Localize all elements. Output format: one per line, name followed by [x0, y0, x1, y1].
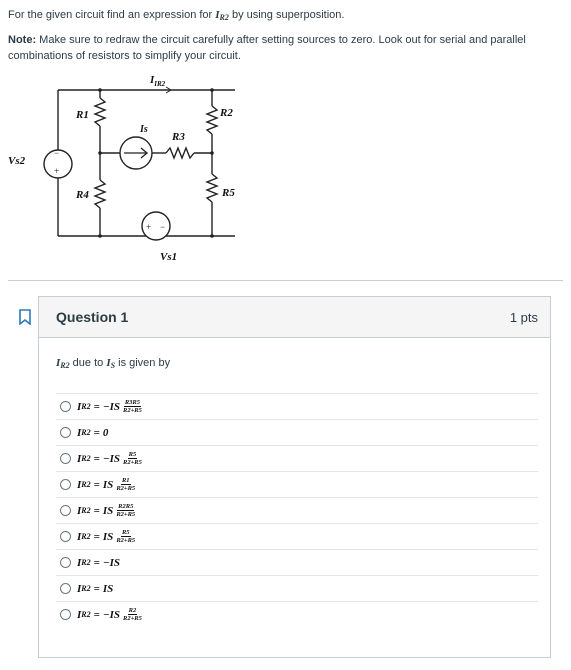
radio-button[interactable]: [60, 427, 71, 438]
note-text: Make sure to redraw the circuit carefully after setting sources to zero. Look out for serial and parallel combinations of resistors to simplify your circuit.: [8, 34, 526, 62]
answer-rhs: IS: [102, 582, 114, 595]
label-vs1: Vs1: [160, 251, 178, 263]
answer-rhs: −IS: [102, 400, 120, 413]
equals-sign: =: [93, 504, 100, 517]
equals-sign: =: [93, 400, 100, 413]
answer-option[interactable]: [56, 523, 538, 549]
r4-resistor: [95, 180, 105, 208]
answer-lhs: I: [77, 426, 82, 439]
problem-line: [8, 7, 563, 26]
vs2-minus: −: [54, 148, 60, 158]
radio-button[interactable]: [60, 557, 71, 568]
question-points: 1 pts: [509, 310, 538, 325]
problem-prefix: For the given circuit find an expression for: [8, 9, 216, 21]
answer-fraction: [122, 399, 143, 414]
prompt-variable: [56, 357, 70, 369]
question-header: [39, 297, 550, 338]
fraction-denominator: R2+R5: [116, 485, 136, 492]
answer-lhs: I: [77, 478, 82, 491]
answer-label: [77, 607, 143, 622]
problem-statement: [8, 7, 563, 70]
circuit-diagram: [0, 68, 260, 273]
equals-sign: =: [93, 426, 100, 439]
equals-sign: =: [93, 452, 100, 465]
answer-option[interactable]: [56, 575, 538, 601]
answer-lhs-sub: R2: [81, 558, 91, 567]
fraction-denominator: R2+R5: [116, 537, 136, 544]
prompt-var-sub: R2: [60, 361, 70, 370]
answer-label: [77, 529, 136, 544]
answer-lhs: I: [77, 556, 82, 569]
answer-label: [77, 477, 136, 492]
prompt-variable-2: [106, 357, 115, 369]
flag-question-icon[interactable]: [18, 309, 32, 325]
answer-list: [56, 393, 538, 627]
radio-button[interactable]: [60, 505, 71, 516]
r3-resistor: [166, 148, 194, 158]
fraction-numerator: R2R5: [118, 503, 134, 510]
vs1-plus: +: [146, 222, 152, 232]
vs1-minus: −: [160, 222, 166, 232]
fraction-denominator: R2+R5: [122, 615, 142, 622]
answer-rhs: 0: [102, 426, 109, 439]
fraction-numerator: R5: [121, 529, 130, 536]
answer-lhs-sub: R2: [81, 402, 91, 411]
answer-lhs-sub: R2: [81, 480, 91, 489]
answer-option[interactable]: [56, 393, 538, 419]
equals-sign: =: [93, 556, 100, 569]
answer-rhs: −IS: [102, 556, 120, 569]
answer-option[interactable]: [56, 601, 538, 627]
label-ir2: $I_{IR2}$: [150, 74, 166, 88]
answer-option[interactable]: [56, 419, 538, 445]
label-is: Is: [140, 124, 148, 135]
problem-suffix: by using superposition.: [228, 9, 345, 21]
label-r5: R5: [222, 187, 235, 199]
fraction-denominator: R2+R5: [122, 459, 142, 466]
prompt-suffix: is given by: [115, 357, 171, 369]
prompt-var2-sub: S: [110, 361, 116, 370]
vs2-plus: +: [54, 166, 60, 176]
answer-fraction: [122, 451, 143, 466]
answer-lhs: I: [77, 400, 82, 413]
prompt-var2-base: I: [106, 357, 111, 369]
equals-sign: =: [93, 608, 100, 621]
answer-rhs: IS: [102, 530, 114, 543]
answer-label: [77, 503, 136, 518]
answer-label: [77, 451, 143, 466]
prompt-var-base: I: [56, 357, 61, 369]
answer-lhs-sub: R2: [81, 454, 91, 463]
answer-rhs: −IS: [102, 452, 120, 465]
answer-lhs-sub: R2: [81, 610, 91, 619]
answer-fraction: [115, 477, 136, 492]
answer-label: [77, 583, 113, 595]
answer-lhs-sub: R2: [81, 428, 91, 437]
answer-lhs: I: [77, 608, 82, 621]
r2-resistor: [207, 106, 217, 134]
problem-var-sub: R2: [219, 13, 229, 22]
answer-lhs-sub: R2: [81, 532, 91, 541]
answer-option[interactable]: [56, 497, 538, 523]
answer-lhs: I: [77, 452, 82, 465]
equals-sign: =: [93, 582, 100, 595]
radio-button[interactable]: [60, 583, 71, 594]
answer-option[interactable]: [56, 471, 538, 497]
question-prompt: [56, 357, 170, 370]
answer-fraction: [115, 529, 136, 544]
problem-variable: [215, 9, 229, 21]
answer-lhs-sub: R2: [81, 584, 91, 593]
answer-label: [77, 399, 143, 414]
radio-button[interactable]: [60, 531, 71, 542]
fraction-numerator: R5: [128, 451, 137, 458]
fraction-numerator: R2: [128, 607, 137, 614]
answer-lhs-sub: R2: [81, 506, 91, 515]
answer-lhs: I: [77, 504, 82, 517]
question-title: Question 1: [56, 309, 129, 325]
answer-option[interactable]: [56, 549, 538, 575]
answer-rhs: −IS: [102, 608, 120, 621]
r5-resistor: [207, 174, 217, 202]
answer-rhs: IS: [102, 478, 114, 491]
r1-resistor: [95, 98, 105, 126]
note-label: Note:: [8, 34, 37, 46]
answer-fraction: [122, 607, 143, 622]
label-r2: R2: [220, 107, 233, 119]
answer-rhs: IS: [102, 504, 114, 517]
fraction-numerator: R3R5: [124, 399, 140, 406]
label-vs2: Vs2: [8, 155, 26, 167]
equals-sign: =: [93, 478, 100, 491]
label-r1: R1: [76, 109, 89, 121]
question-card: [38, 296, 551, 658]
note-paragraph: [8, 32, 563, 64]
fraction-numerator: R1: [121, 477, 130, 484]
fraction-denominator: R2+R5: [116, 511, 136, 518]
fraction-denominator: R2+R5: [122, 407, 142, 414]
radio-button[interactable]: [60, 401, 71, 412]
problem-var-base: I: [215, 9, 220, 21]
answer-label: [77, 427, 108, 439]
radio-button[interactable]: [60, 609, 71, 620]
radio-button[interactable]: [60, 453, 71, 464]
answer-lhs: I: [77, 530, 82, 543]
answer-option[interactable]: [56, 445, 538, 471]
label-r3: R3: [172, 131, 185, 143]
answer-lhs: I: [77, 582, 82, 595]
answer-fraction: [115, 503, 136, 518]
label-r4: R4: [76, 189, 89, 201]
equals-sign: =: [93, 530, 100, 543]
section-divider: [8, 280, 563, 281]
radio-button[interactable]: [60, 479, 71, 490]
answer-label: [77, 557, 120, 569]
prompt-mid: due to: [69, 357, 107, 369]
